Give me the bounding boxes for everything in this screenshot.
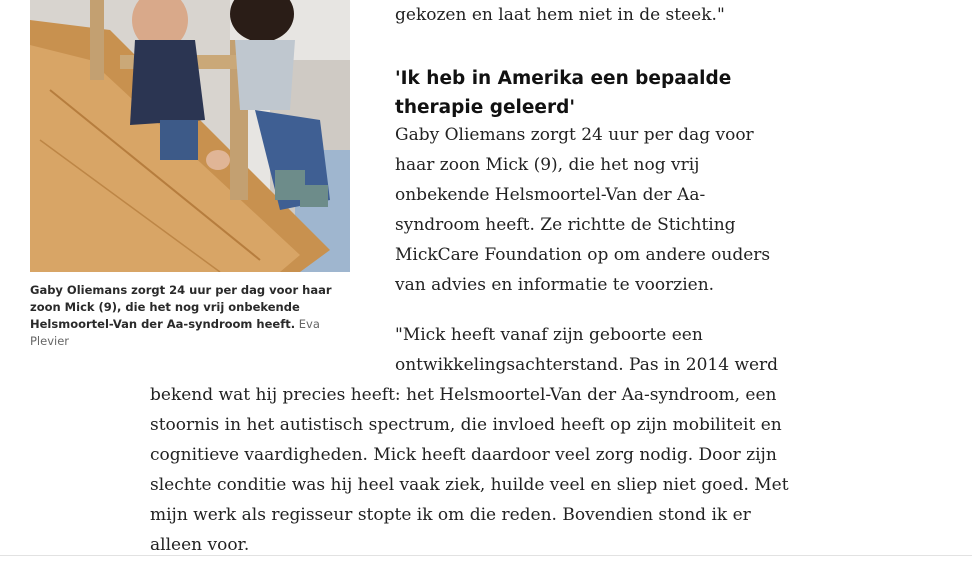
subheading	[395, 64, 731, 122]
paragraph-line: onbekende Helsmoortel-Van der Aa-	[395, 185, 706, 205]
photo-illustration	[30, 0, 350, 272]
paragraph-line: van advies en informatie te voorzien.	[395, 275, 715, 295]
intro-tail-line: gekozen en laat hem niet in de steek."	[395, 5, 725, 25]
paragraph-line: "Mick heeft vanaf zijn geboorte een	[395, 325, 703, 345]
paragraph-line: bekend wat hij precies heeft: het Helsmoortel-Van der Aa-syndroom, een	[150, 385, 777, 405]
photo-credit: Eva Plevier	[30, 317, 320, 348]
paragraph-line: MickCare Foundation op om andere ouders	[395, 245, 771, 265]
paragraph-line: ontwikkelingsachterstand. Pas in 2014 werd	[395, 355, 779, 375]
subheading-line: therapie geleerd'	[395, 97, 575, 118]
paragraph-line: haar zoon Mick (9), die het nog vrij	[395, 155, 700, 175]
photo-caption	[30, 282, 342, 350]
paragraph-line: Gaby Oliemans zorgt 24 uur per dag voor	[395, 125, 754, 145]
paragraph-line: mijn werk als regisseur stopte ik om die reden. Bovendien stond ik er	[150, 505, 751, 525]
paragraph-line: cognitieve vaardigheden. Mick heeft daardoor veel zorg nodig. Door zijn	[150, 445, 777, 465]
paragraph-line: syndroom heeft. Ze richtte de Stichting	[395, 215, 736, 235]
caption-text: Gaby Oliemans zorgt 24 uur per dag voor haar zoon Mick (9), die het nog vrij onbekende Helsmoortel-Van der Aa-syndroom heeft.	[30, 283, 332, 331]
paragraph-line: stoornis in het autistisch spectrum, die invloed heeft op zijn mobiliteit en	[150, 415, 782, 435]
paragraph-line: alleen voor.	[150, 535, 250, 555]
subheading-line: 'Ik heb in Amerika een bepaalde	[395, 68, 732, 89]
article-photo	[30, 0, 350, 272]
bottom-divider	[0, 555, 972, 556]
paragraph-line: slechte conditie was hij heel vaak ziek, huilde veel en sliep niet goed. Met	[150, 475, 789, 495]
